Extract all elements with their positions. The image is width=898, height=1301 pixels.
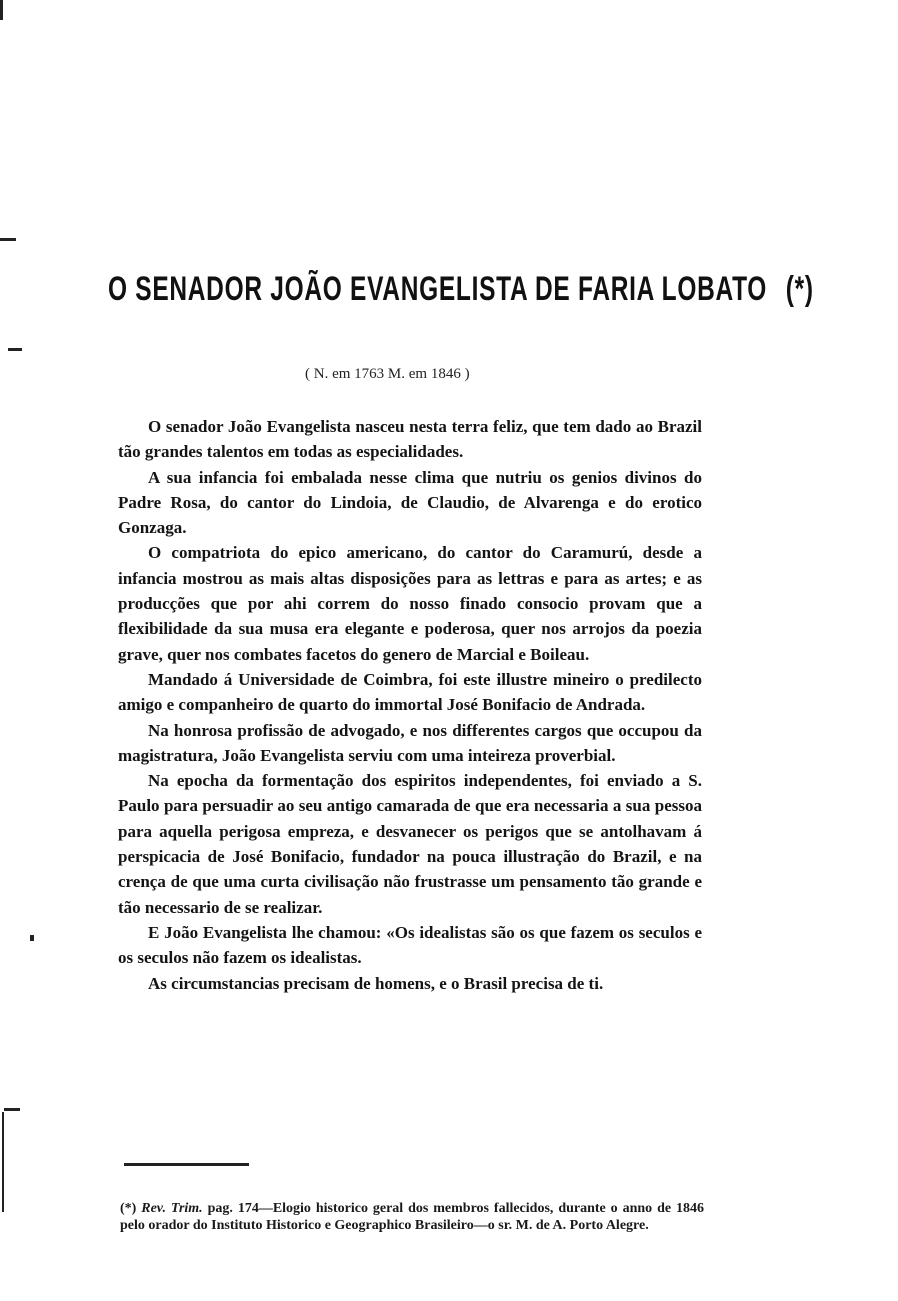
page-title xyxy=(108,270,814,309)
paragraph: O compatriota do epico americano, do cantor do Caramurú, desde a infancia mostrou as mais altas disposições para as lettras e para as artes; e as producções que por ahi correm do nosso finado consocio provam que a flexibilidade da sua musa era elegante e poderosa, quer nos arrojos da poezia grave, quer nos combates facetos do genero de Marcial e Boileau. xyxy=(118,543,702,664)
scan-artifact xyxy=(0,0,3,20)
footnote-reference: Rev. Trim. xyxy=(141,1201,203,1216)
paragraph: A sua infancia foi embalada nesse clima que nutriu os genios divinos do Padre Rosa, do cantor do Lindoia, de Claudio, de Alvarenga e do erotico Gonzaga. xyxy=(118,467,702,538)
paragraph: E João Evangelista lhe chamou: «Os idealistas são os que fazem os seculos e os seculos não fazem os idealistas. xyxy=(118,922,702,968)
scan-artifact xyxy=(0,238,16,241)
scan-artifact xyxy=(2,1112,4,1212)
paragraph: Mandado á Universidade de Coimbra, foi este illustre mineiro o predilecto amigo e companheiro de quarto do immortal José Bonifacio de Andrada. xyxy=(118,669,702,715)
footnote-marker: (*) xyxy=(120,1201,137,1216)
scan-artifact xyxy=(8,348,22,351)
birth-death-dates: ( N. em 1763 M. em 1846 ) xyxy=(305,366,470,382)
footnote-separator xyxy=(124,1163,249,1166)
body-text xyxy=(118,414,702,996)
footnote-text: pag. 174—Elogio historico geral dos membros fallecidos, durante o anno de 1846 pelo orador do Instituto Historico e Geographico Brasileiro—o sr. M. de A. Porto Alegre. xyxy=(120,1201,705,1233)
paragraph: Na honrosa profissão de advogado, e nos differentes cargos que occupou da magistratura, João Evangelista serviu com uma inteireza proverbial. xyxy=(118,720,702,765)
paragraph: Na epocha da formentação dos espiritos independentes, foi enviado a S. Paulo para persuadir ao seu antigo camarada de que era necessaria a sua pessoa para aquella perigosa empreza, e desvanecer os perigos que se antolhavam á perspicacia de José Bonifacio, fundador na pouca illustração do Brazil, e na crença de que uma curta civilisação não frustrasse um pensamento tão grande e tão necessario de se realizar. xyxy=(118,771,702,917)
title-text: O SENADOR JOÃO EVANGELISTA DE FARIA LOBATO xyxy=(108,270,768,308)
footnote xyxy=(120,1200,704,1234)
title-footnote-marker: (*) xyxy=(785,270,814,308)
scan-artifact xyxy=(30,935,34,941)
scan-artifact xyxy=(4,1108,20,1111)
paragraph: O senador João Evangelista nasceu nesta terra feliz, que tem dado ao Brazil tão grandes talentos em todas as especialidades. xyxy=(118,417,702,462)
paragraph: As circumstancias precisam de homens, e o Brasil precisa de ti. xyxy=(148,973,604,993)
